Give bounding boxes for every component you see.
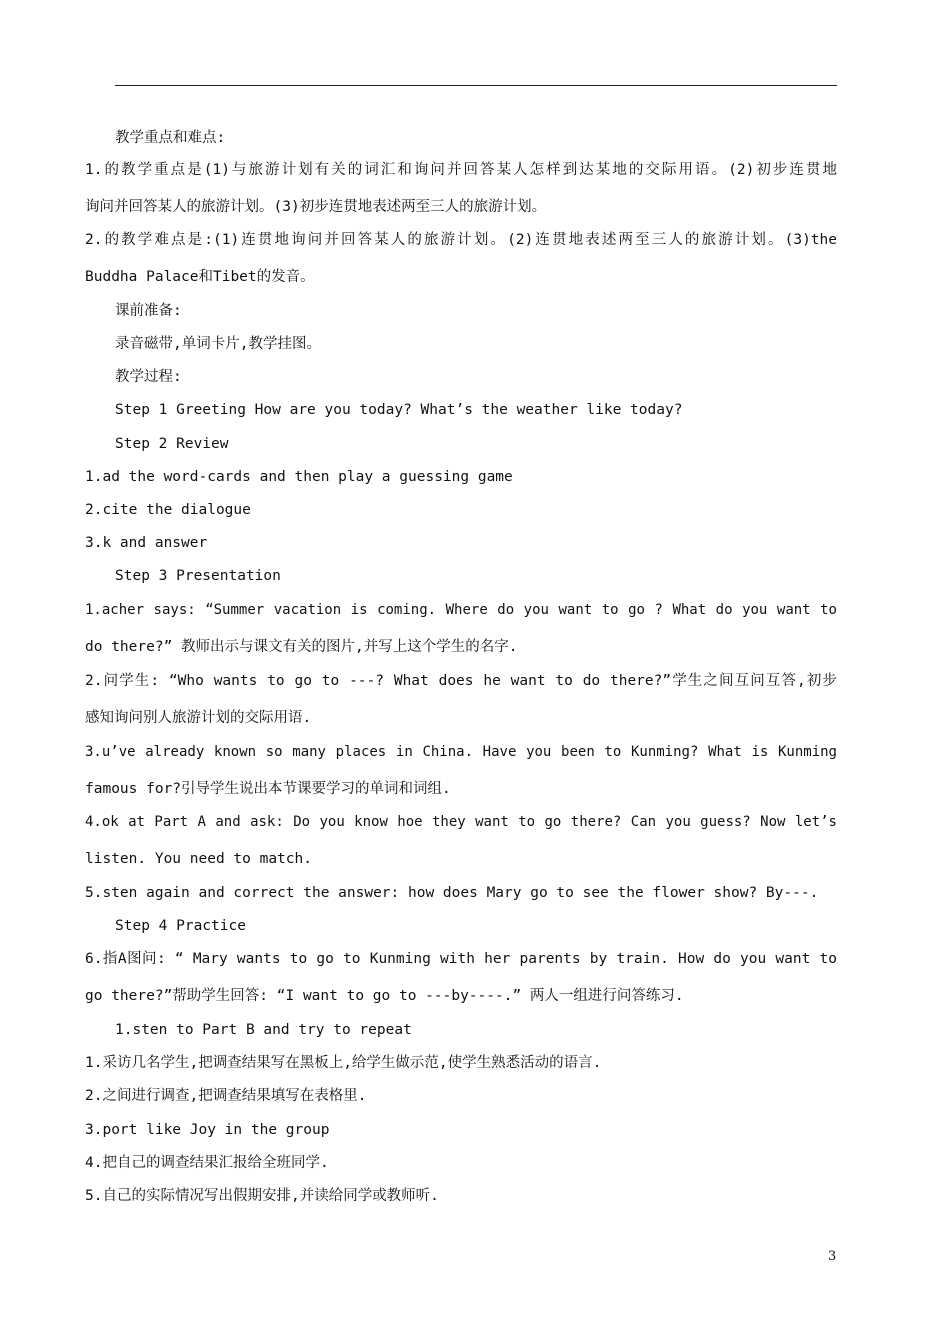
text-line: 课前准备: bbox=[115, 303, 182, 319]
text-line: 1.的教学重点是(1)与旅游计划有关的词汇和询问并回答某人怎样到达某地的交际用语。(2)初步连贯地 bbox=[85, 162, 837, 178]
text-line: 2.之间进行调查,把调查结果填写在表格里. bbox=[85, 1088, 367, 1104]
text-line: 2.问学生: “Who wants to go to ---? What does he want to do there?”学生之间互问互答,初步 bbox=[85, 673, 837, 689]
text-line: 感知询问别人旅游计划的交际用语. bbox=[85, 710, 312, 726]
text-line: Buddha Palace和Tibet的发音。 bbox=[85, 269, 315, 285]
text-line: 录音磁带,单词卡片,教学挂图。 bbox=[115, 336, 321, 352]
text-line: 4.把自己的调查结果汇报给全班同学. bbox=[85, 1155, 329, 1171]
text-line: 4.ok at Part A and ask: Do you know hoe they want to go there? Can you guess? Now let’s bbox=[85, 814, 837, 830]
header-rule bbox=[115, 85, 837, 86]
text-line: 3.k and answer bbox=[85, 535, 208, 551]
text-line: Step 2 Review bbox=[115, 436, 229, 452]
text-line: 5.自己的实际情况写出假期安排,并读给同学或教师听. bbox=[85, 1188, 439, 1204]
text-line: 1.sten to Part B and try to repeat bbox=[115, 1022, 412, 1038]
text-line: 1.采访几名学生,把调查结果写在黑板上,给学生做示范,使学生熟悉活动的语言. bbox=[85, 1055, 602, 1071]
text-line: 1.ad the word-cards and then play a guessing game bbox=[85, 469, 513, 485]
text-line: 教学过程: bbox=[115, 369, 182, 385]
text-line: go there?”帮助学生回答: “I want to go to ---by----.” 两人一组进行问答练习. bbox=[85, 988, 684, 1004]
text-line: Step 4 Practice bbox=[115, 918, 246, 934]
text-line: listen. You need to match. bbox=[85, 851, 312, 867]
text-line: 1.acher says: “Summer vacation is coming. Where do you want to go ? What do you want to bbox=[85, 602, 837, 618]
text-line: famous for?引导学生说出本节课要学习的单词和词组. bbox=[85, 781, 451, 797]
text-line: 2.的教学难点是:(1)连贯地询问并回答某人的旅游计划。(2)连贯地表述两至三人的旅游计划。(3)the bbox=[85, 232, 837, 248]
page-number: 3 bbox=[828, 1249, 837, 1264]
text-line: 询问并回答某人的旅游计划。(3)初步连贯地表述两至三人的旅游计划。 bbox=[85, 199, 547, 215]
text-line: 2.cite the dialogue bbox=[85, 502, 251, 518]
text-line: Step 1 Greeting How are you today? What’s the weather like today? bbox=[115, 402, 683, 418]
text-line: do there?” 教师出示与课文有关的图片,并写上这个学生的名字. bbox=[85, 639, 518, 655]
text-line: 6.指A图问: “ Mary wants to go to Kunming with her parents by train. How do you want to bbox=[85, 951, 837, 967]
text-line: 5.sten again and correct the answer: how does Mary go to see the flower show? By---. bbox=[85, 885, 819, 901]
text-line: 教学重点和难点: bbox=[115, 130, 226, 146]
text-line: 3.u’ve already known so many places in China. Have you been to Kunming? What is Kunming bbox=[85, 744, 837, 760]
text-line: 3.port like Joy in the group bbox=[85, 1122, 330, 1138]
text-line: Step 3 Presentation bbox=[115, 568, 281, 584]
